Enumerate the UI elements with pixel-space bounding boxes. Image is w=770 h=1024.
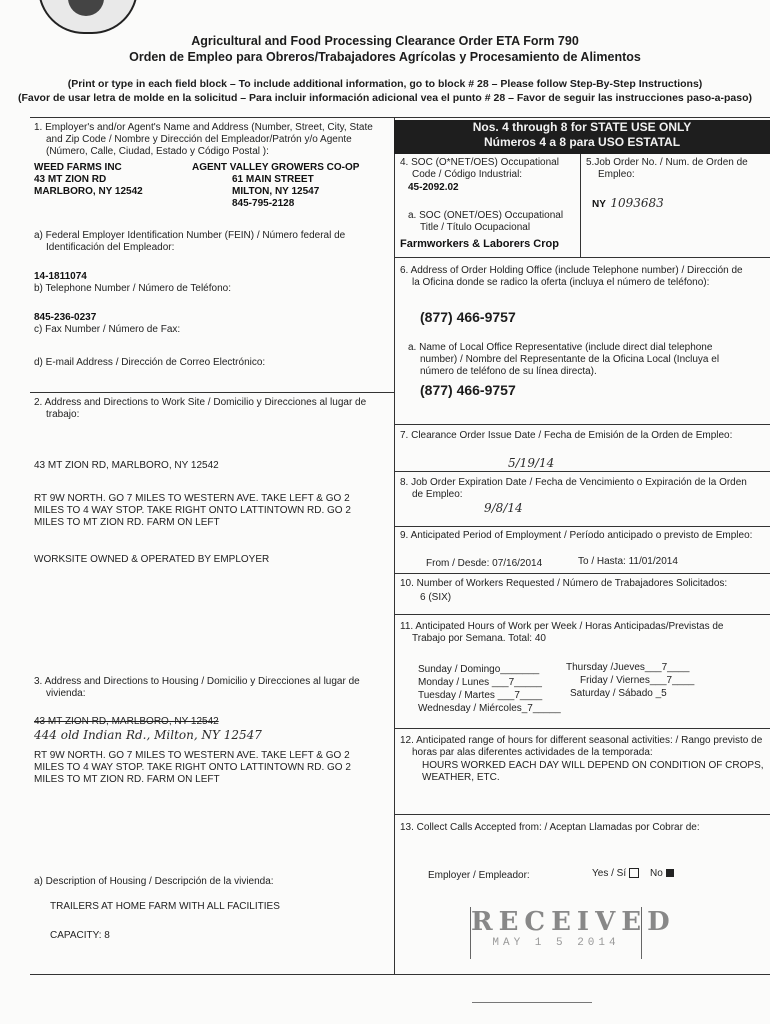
employer-name-address: WEED FARMS INC 43 MT ZION RD MARLBORO, NY 12542	[34, 162, 143, 197]
block13-label: 13. Collect Calls Accepted from: / Aceptan Llamadas por Cobrar de:	[400, 822, 700, 833]
block7-label: 7. Clearance Order Issue Date / Fecha de Emisión de la Orden de Empleo:	[400, 430, 733, 441]
local-rep-phone: (877) 466-9757	[420, 382, 516, 398]
worksite-address: 43 MT ZION RD, MARLBORO, NY 12542	[34, 460, 219, 471]
collect-calls-employer-label: Employer / Empleador:	[428, 870, 530, 881]
phone-value: 845-236-0237	[34, 312, 97, 323]
divider-block13	[394, 814, 770, 815]
housing-desc-value: TRAILERS AT HOME FARM WITH ALL FACILITIES	[50, 901, 280, 912]
signature-line	[472, 1002, 592, 1003]
seasonal-hours: HOURS WORKED EACH DAY WILL DEPEND ON CONDITION OF CROPS, WEATHER, ETC.	[422, 760, 764, 783]
received-stamp: RECEIVED MAY 1 5 2014	[470, 907, 642, 959]
divider-block10	[394, 573, 770, 574]
block6a-label: a. Name of Local Office Representative (include direct dial telephone number) / Nombre del Representante de la Oficina Local (Incluya el número de teléfono de su línea directa).	[408, 342, 720, 377]
collect-calls-options: Yes / Sí No	[592, 868, 674, 880]
worksite-directions: RT 9W NORTH. GO 7 MILES TO WESTERN AVE. TAKE LEFT & GO 2 MILES TO 4 WAY STOP. TAKE RIGHT ONTO LATTINTOWN RD. GO 2 MILES TO MT ZION RD. FARM ON LEFT	[34, 493, 351, 528]
block6-label: 6. Address of Order Holding Office (include Telephone number) / Dirección de la Oficina donde se radico la oferta (incluya el número de teléfono):	[400, 265, 743, 288]
agent-name-address: AGENT VALLEY GROWERS CO-OP 61 MAIN STREET MILTON, NY 12547 845-795-2128	[192, 162, 360, 209]
fax-label: c) Fax Number / Número de Fax:	[34, 324, 181, 335]
block4a-label: a. SOC (ONET/OES) Occupational Title / Título Ocupacional	[408, 210, 564, 233]
divider-block12	[394, 728, 770, 729]
no-checkbox-checked[interactable]	[666, 869, 674, 877]
hours-right-days: Thursday /Jueves___7____ Friday / Viernes___7____ Saturday / Sábado _5	[566, 662, 695, 699]
job-order-number: NY 1093683	[592, 196, 664, 210]
block8-label: 8. Job Order Expiration Date / Fecha de Vencimiento o Expiración de la Orden de Empleo:	[400, 477, 747, 500]
instructions-en: (Print or type in each field block – To include additional information, go to block # 28 – Please follow Step-By-Step Instructions)	[67, 78, 703, 90]
issue-date: 5/19/14	[508, 456, 555, 470]
block10-label: 10. Number of Workers Requested / Número de Trabajadores Solicitados:	[400, 578, 728, 589]
employment-to: To / Hasta: 11/01/2014	[578, 556, 678, 567]
soc-title: Farmworkers & Laborers Crop	[400, 238, 559, 250]
fein-label: a) Federal Employer Identification Number (FEIN) / Número federal de Identificación del Empleador:	[34, 230, 346, 253]
housing-desc-label: a) Description of Housing / Descripción de la vivienda:	[34, 876, 274, 887]
housing-handwritten-address: 444 old Indian Rd., Milton, NY 12547	[34, 728, 262, 742]
divider-block2	[30, 392, 394, 393]
expiration-date: 9/8/14	[484, 501, 523, 515]
email-label: d) E-mail Address / Dirección de Correo Electrónico:	[34, 357, 266, 368]
agency-seal	[38, 0, 138, 34]
instructions-es: (Favor de usar letra de molde en la solicitud – Para incluir información adicional vea el punto # 28 – Favor de seguir las instrucciones paso-a-paso)	[17, 92, 753, 104]
block2-label: 2. Address and Directions to Work Site / Domicilio y Direcciones al lugar de trabajo:	[34, 397, 367, 420]
order-office-phone: (877) 466-9757	[420, 309, 516, 325]
block11-label: 11. Anticipated Hours of Work per Week / Horas Anticipadas/Previstas de Trabajo por Semana. Total: 40	[400, 621, 724, 644]
soc-code: 45-2092.02	[408, 182, 459, 193]
block5-label: 5.Job Order No. / Num. de Orden de Empleo:	[586, 157, 748, 180]
worksite-note: WORKSITE OWNED & OPERATED BY EMPLOYER	[34, 554, 270, 565]
column-divider	[394, 117, 395, 974]
divider-block7	[394, 424, 770, 425]
workers-requested: 6 (SIX)	[420, 592, 452, 603]
form-title-es: Orden de Empleo para Obreros/Trabajadores Agrícolas y Procesamiento de Alimentos	[129, 50, 641, 64]
block9-label: 9. Anticipated Period of Employment / Período anticipado o previsto de Empleo:	[400, 530, 753, 541]
divider-block11	[394, 614, 770, 615]
housing-capacity: CAPACITY: 8	[50, 930, 110, 941]
frame-bottom	[30, 974, 770, 975]
block3-label: 3. Address and Directions to Housing / Domicilio y Direcciones al lugar de vivienda:	[34, 676, 360, 699]
block12-label: 12. Anticipated range of hours for different seasonal activities: / Rango previsto de horas par alas diferentes actividades de la temporada:	[400, 735, 763, 758]
divider-4-5	[580, 154, 581, 257]
housing-struck-address: 43 MT ZION RD, MARLBORO, NY 12542	[34, 716, 219, 727]
fein-value: 14-1811074	[34, 271, 87, 282]
employment-from: From / Desde: 07/16/2014	[426, 558, 543, 569]
block1-label: 1. Employer's and/or Agent's Name and Address (Number, Street, City, State and Zip Code / Nombre y Dirección del Empleador/Patrón y/o Agente (Número, Calle, Ciudad, Estado y Código Postal ):	[34, 122, 373, 157]
yes-checkbox[interactable]	[629, 868, 639, 878]
form-title-en: Agricultural and Food Processing Clearance Order ETA Form 790	[191, 34, 579, 48]
frame-top	[30, 117, 770, 118]
phone-label: b) Telephone Number / Número de Teléfono:	[34, 283, 231, 294]
divider-block9	[394, 526, 770, 527]
state-use-header: Nos. 4 through 8 for STATE USE ONLY Números 4 a 8 para USO ESTATAL	[394, 120, 770, 154]
divider-block8	[394, 471, 770, 472]
hours-left-days: Sunday / Domingo_______ Monday / Lunes ___7_____ Tuesday / Martes ___7____ Wednesday / Miércoles_7_____	[418, 664, 561, 714]
divider-block6	[394, 257, 770, 258]
housing-directions: RT 9W NORTH. GO 7 MILES TO WESTERN AVE. TAKE LEFT & GO 2 MILES TO 4 WAY STOP. TAKE RIGHT ONTO LATTINTOWN RD. GO 2 MILES TO MT ZION RD. FARM ON LEFT	[34, 750, 351, 785]
block4-label: 4. SOC (O*NET/OES) Occupational Code / Código Industrial:	[400, 157, 559, 180]
